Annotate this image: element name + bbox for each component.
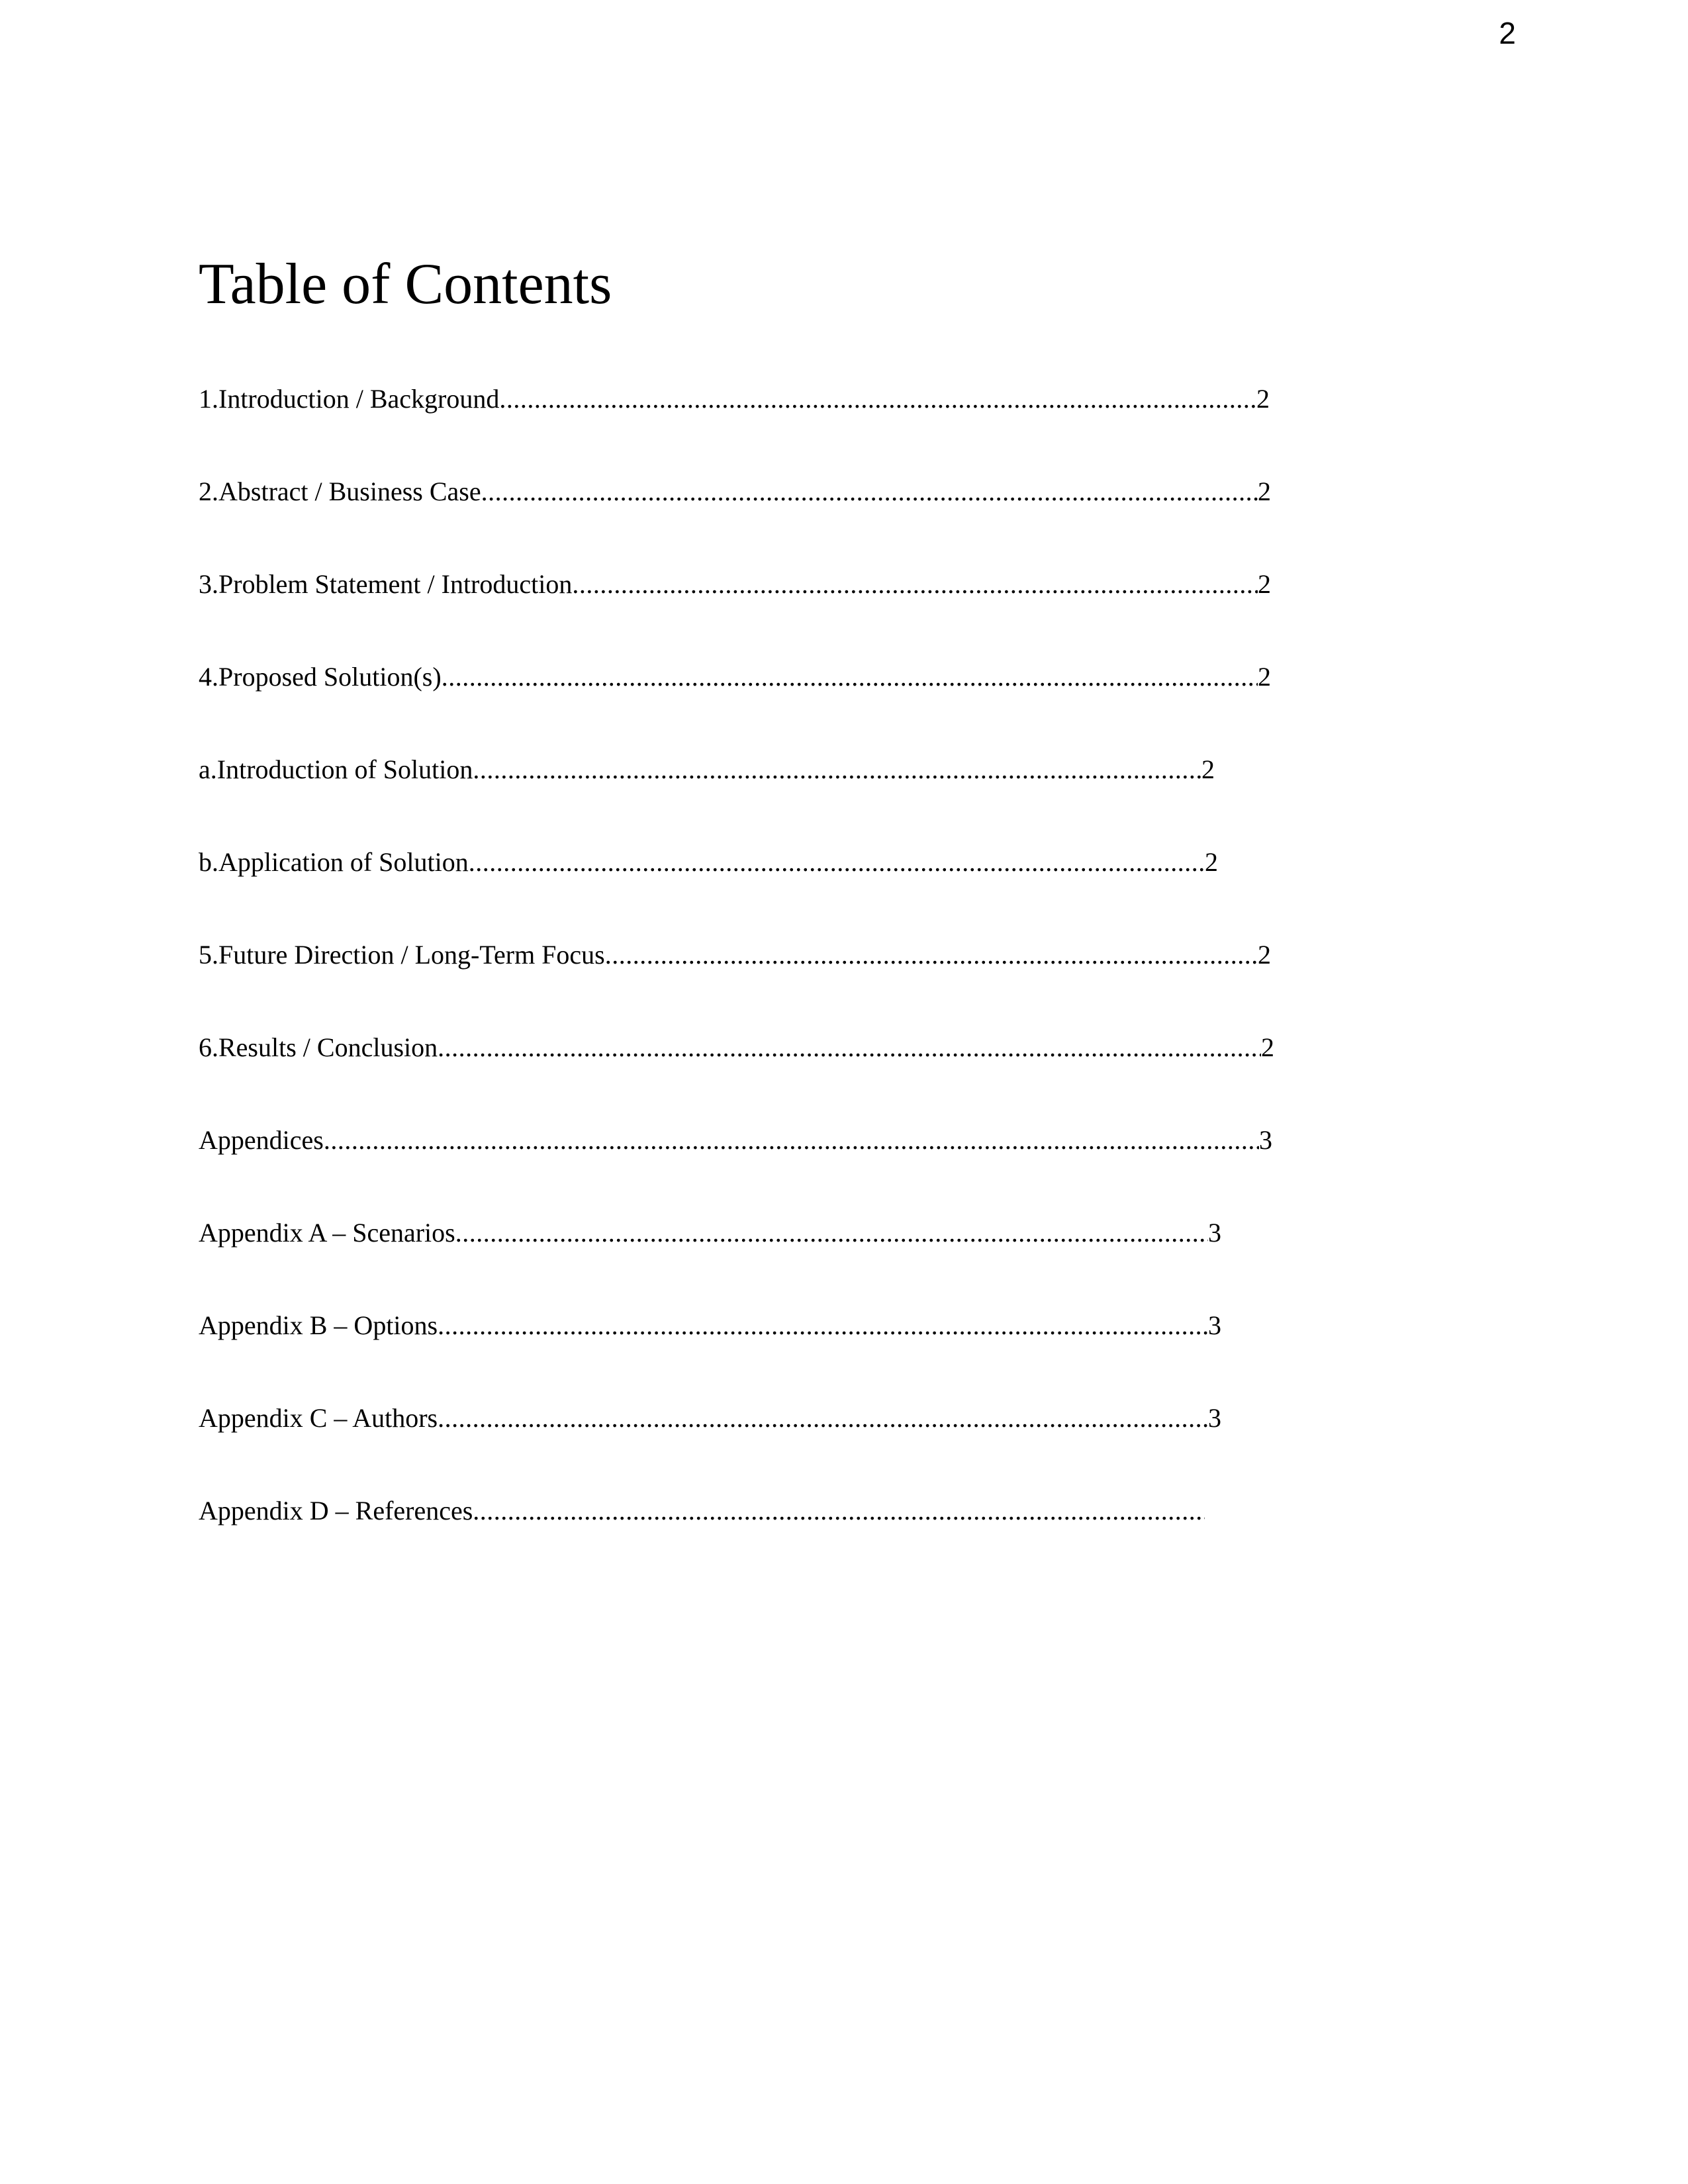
toc-entry-introduction-of-solution[interactable] xyxy=(199,751,1215,788)
toc-entry-label: Appendix C – Authors xyxy=(199,1403,438,1433)
dot-leader xyxy=(442,659,1258,696)
toc-entry-appendix-d[interactable] xyxy=(199,1492,1205,1529)
dot-leader xyxy=(469,844,1205,881)
toc-entry-page: 2 xyxy=(1205,847,1218,877)
dot-leader xyxy=(605,936,1258,974)
toc-entry-abstract-business-case[interactable] xyxy=(199,473,1271,510)
dot-leader xyxy=(438,1400,1208,1437)
toc-entry-page: 2 xyxy=(1258,569,1271,599)
dot-leader xyxy=(438,1029,1261,1066)
toc-entry-label: 3.Problem Statement / Introduction xyxy=(199,569,573,599)
toc-entry-appendix-c[interactable] xyxy=(199,1400,1221,1437)
toc-entry-label: b.Application of Solution xyxy=(199,847,469,877)
toc-entry-label: Appendix A – Scenarios xyxy=(199,1218,455,1248)
dot-leader xyxy=(438,1307,1208,1344)
dot-leader xyxy=(481,473,1258,510)
dot-leader xyxy=(324,1122,1259,1159)
toc-entry-application-of-solution[interactable] xyxy=(199,844,1218,881)
dot-leader xyxy=(499,381,1256,418)
toc-entry-label: 5.Future Direction / Long-Term Focus xyxy=(199,940,605,970)
toc-entry-label: Appendix B – Options xyxy=(199,1310,438,1340)
toc-entry-page: 2 xyxy=(1258,940,1271,970)
toc-entry-page: 2 xyxy=(1261,1032,1274,1062)
toc-entry-label: Appendices xyxy=(199,1125,324,1155)
toc-entry-page: 3 xyxy=(1208,1310,1221,1340)
toc-entry-introduction-background[interactable] xyxy=(199,381,1270,418)
toc-entry-results-conclusion[interactable] xyxy=(199,1029,1274,1066)
toc-entry-label: 2.Abstract / Business Case xyxy=(199,477,481,506)
toc-title: Table of Contents xyxy=(199,252,612,316)
toc-entry-page: 3 xyxy=(1259,1125,1272,1155)
toc-entry-future-direction[interactable] xyxy=(199,936,1271,974)
toc-entry-label: 4.Proposed Solution(s) xyxy=(199,662,442,692)
toc-entry-page: 2 xyxy=(1201,754,1215,784)
dot-leader xyxy=(572,566,1258,603)
toc-entry-proposed-solutions[interactable] xyxy=(199,659,1271,696)
toc-entry-appendix-a[interactable] xyxy=(199,1214,1221,1251)
toc-entry-page: 3 xyxy=(1208,1218,1221,1248)
toc-entry-appendix-b[interactable] xyxy=(199,1307,1221,1344)
dot-leader xyxy=(473,1492,1205,1529)
toc-entry-page: 2 xyxy=(1256,384,1270,414)
page-number: 2 xyxy=(1499,16,1516,50)
toc-entry-label: 1.Introduction / Background xyxy=(199,384,500,414)
toc-entry-label: 6.Results / Conclusion xyxy=(199,1032,438,1062)
toc-entry-page: 2 xyxy=(1258,477,1271,506)
toc-entry-page: 3 xyxy=(1208,1403,1221,1433)
toc-entry-appendices[interactable] xyxy=(199,1122,1272,1159)
dot-leader xyxy=(473,751,1201,788)
toc-entry-problem-statement[interactable] xyxy=(199,566,1271,603)
toc-entry-label: a.Introduction of Solution xyxy=(199,754,473,784)
toc-entry-page: 2 xyxy=(1258,662,1271,692)
dot-leader xyxy=(455,1214,1208,1251)
toc-entry-label: Appendix D – References xyxy=(199,1496,473,1525)
